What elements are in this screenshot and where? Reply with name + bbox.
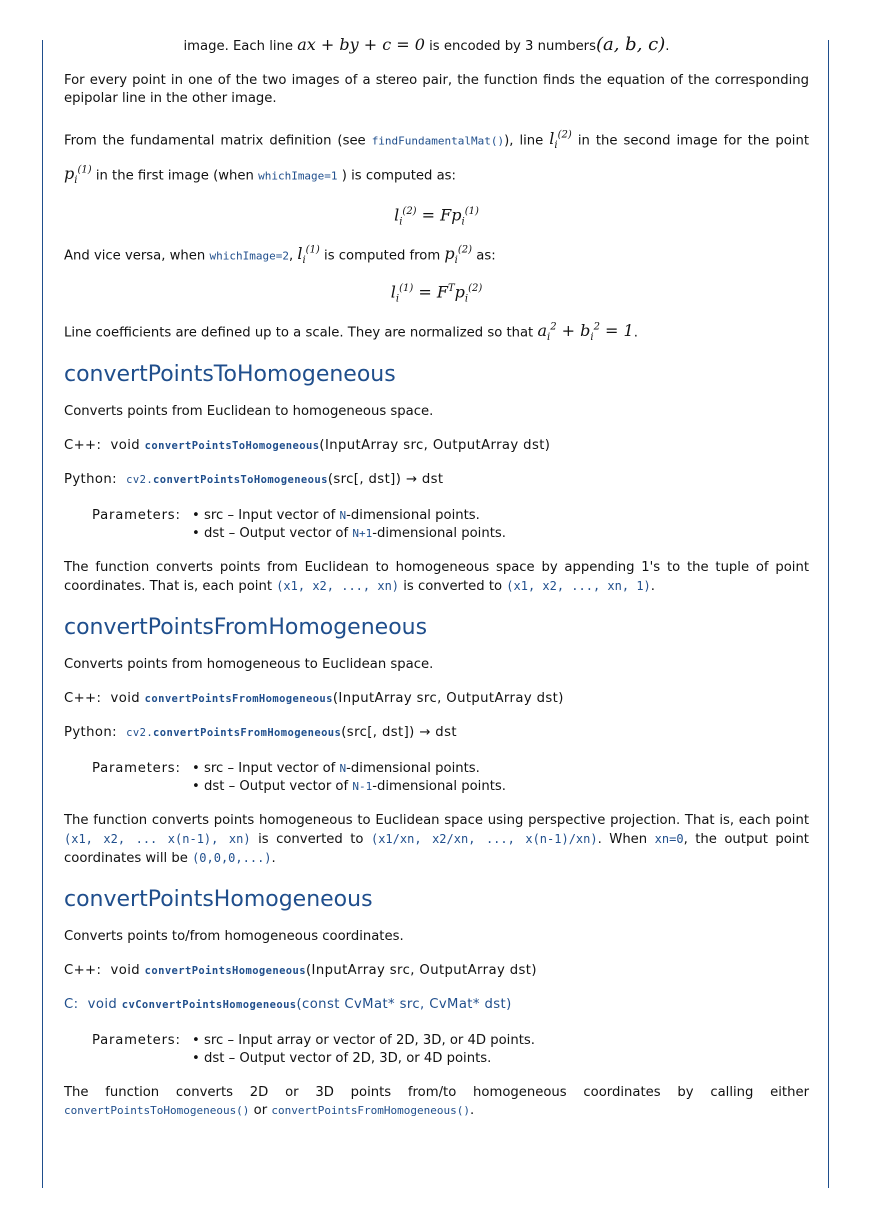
- section-title-to-homogeneous: convertPointsToHomogeneous: [64, 362, 396, 388]
- normalization-equation: $a_i^2 + b_i^2 = 1$: [537, 320, 634, 344]
- cpp-signature: C++: void convertPointsToHomogeneous(InputArray src, OutputArray dst): [64, 438, 551, 454]
- cpp-signature: C++: void convertPointsFromHomogeneous(InputArray src, OutputArray dst): [64, 691, 564, 707]
- right-margin-rule: [828, 40, 829, 1188]
- section-description: The function converts points from Euclidean to homogeneous space by appending 1's to the tuple of point coordinates. That is, each point (x1, x2, ..., xn) is converted to (x1, x2, ..., xn, 1).: [64, 560, 809, 595]
- math-l-i-2: $l_i^{(2)}$: [549, 129, 572, 152]
- equation-1: $l_i^{(2)} = Fp_i^{(1)}$: [394, 205, 479, 228]
- intro-paragraph-4: Line coefficients are defined up to a scale. They are normalized so that $a_i^2 + b_i^2 = 1$.: [64, 320, 638, 344]
- convert-to-homogeneous-link[interactable]: convertPointsToHomogeneous(): [64, 1104, 250, 1118]
- param-src: • src – Input vector of N-dimensional points.: [204, 507, 506, 525]
- parameters-list: Parameters: • src – Input vector of N-dimensional points. • dst – Output vector of N-1-dimensional points.: [92, 760, 809, 796]
- which-image-2-code: whichImage=2: [209, 248, 289, 262]
- math-p-i-1: $p_i^{(1)}$: [64, 163, 92, 187]
- param-src: • src – Input vector of N-dimensional points.: [204, 760, 506, 778]
- section-description: The function converts 2D or 3D points from/to homogeneous coordinates by calling either convertPointsToHomogeneous() or convertPointsFromHomogeneous().: [64, 1085, 809, 1119]
- convert-from-homogeneous-link[interactable]: convertPointsFromHomogeneous(): [271, 1104, 471, 1118]
- python-signature: Python: cv2.convertPointsToHomogeneous(src[, dst]) → dst: [64, 472, 444, 488]
- function-name: convertPointsToHomogeneous: [144, 440, 320, 453]
- intro-paragraph-2: From the fundamental matrix definition (see findFundamentalMat()), line $l_i^{(2)}$ in the second image for the point $p_i^{(1)}$ in the first image (when whichImage=1 ) is computed as:: [64, 129, 809, 187]
- section-title-homogeneous: convertPointsHomogeneous: [64, 887, 373, 913]
- document-body: [64, 36, 809, 1120]
- parameters-list: Parameters: • src – Input array or vector of 2D, 3D, or 4D points. • dst – Output vector of 2D, 3D, or 4D points.: [92, 1032, 809, 1068]
- left-margin-rule: [42, 40, 43, 1188]
- param-dst: • dst – Output vector of N-1-dimensional points.: [204, 778, 506, 796]
- function-name: convertPointsHomogeneous: [144, 965, 306, 978]
- python-signature: Python: cv2.convertPointsFromHomogeneous(src[, dst]) → dst: [64, 725, 457, 741]
- param-src: • src – Input array or vector of 2D, 3D, or 4D points.: [204, 1032, 535, 1050]
- intro-line: image. Each line ax + by + c = 0 is encoded by 3 numbers(a, b, c).: [183, 34, 670, 55]
- parameters-list: Parameters: • src – Input vector of N-dimensional points. • dst – Output vector of N+1-dimensional points.: [92, 507, 809, 543]
- equation-2: $l_i^{(1)} = F^Tp_i^{(2)}$: [390, 282, 483, 305]
- intro-paragraph-3: And vice versa, when whichImage=2, $l_i^{(1)}$ is computed from $p_i^{(2)}$ as:: [64, 243, 496, 267]
- section-summary: Converts points from Euclidean to homogeneous space.: [64, 404, 434, 420]
- intro-paragraph-1: For every point in one of the two images of a stereo pair, the function finds the equation of the corresponding epipolar line in the other image.: [64, 73, 809, 106]
- line-equation: ax + by + c = 0: [297, 35, 425, 54]
- intro-text: image. Each line: [183, 39, 293, 54]
- section-summary: Converts points from homogeneous to Euclidean space.: [64, 657, 434, 673]
- section-description: The function converts points homogeneous to Euclidean space using perspective projection. That is, each point (x1, x2, ... x(n-1), xn) is converted to (x1/xn, x2/xn, ..., x(n-1)/xn). When xn=0, the output point coordinates will be (0,0,0,...).: [64, 813, 809, 867]
- section-title-from-homogeneous: convertPointsFromHomogeneous: [64, 615, 428, 641]
- intro-text-mid: is encoded by 3 numbers: [429, 39, 596, 54]
- function-name: cvConvertPointsHomogeneous: [121, 999, 297, 1012]
- find-fundamental-mat-link[interactable]: findFundamentalMat(): [371, 134, 505, 148]
- section-summary: Converts points to/from homogeneous coordinates.: [64, 929, 404, 945]
- function-name: convertPointsFromHomogeneous: [144, 693, 333, 706]
- coeff-tuple: (a, b, c): [595, 34, 666, 55]
- param-dst: • dst – Output vector of N+1-dimensional points.: [204, 525, 506, 543]
- cpp-signature: C++: void convertPointsHomogeneous(InputArray src, OutputArray dst): [64, 963, 537, 979]
- c-signature: C: void cvConvertPointsHomogeneous(const CvMat* src, CvMat* dst): [64, 997, 512, 1013]
- param-dst: • dst – Output vector of 2D, 3D, or 4D points.: [204, 1050, 535, 1068]
- which-image-1-code: whichImage=1: [258, 168, 338, 182]
